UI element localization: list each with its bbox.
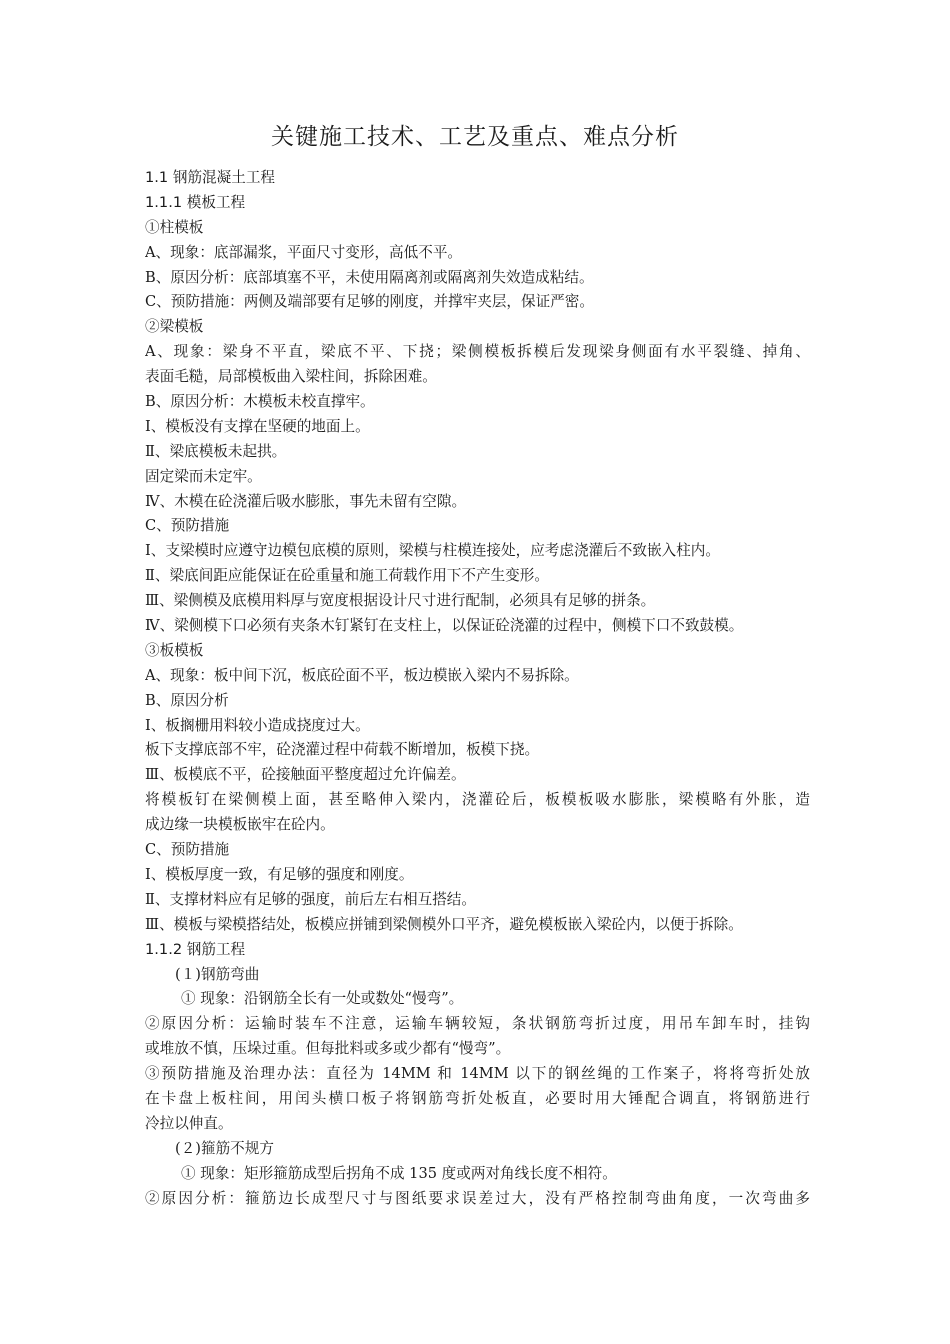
paragraph-line: Ⅰ、支梁模时应遵守边模包底模的原则，梁模与柱模连接处，应考虑浇灌后不致嵌入柱内。 (145, 542, 720, 560)
paragraph-line: ③预防措施及治理办法：直径为 14MM 和 14MM 以下的钢丝绳的工作案子，将将弯折处放 (145, 1065, 810, 1083)
paragraph-line: B、原因分析 (145, 691, 229, 709)
paragraph-line: C、预防措施：两侧及端部要有足够的刚度，并撑牢夹层，保证严密。 (145, 293, 594, 311)
paragraph-line: ②原因分析：箍筋边长成型尺寸与图纸要求误差过大，没有严格控制弯曲角度，一次弯曲多 (145, 1189, 810, 1207)
paragraph-line: Ⅰ、模板没有支撑在坚硬的地面上。 (145, 417, 370, 435)
document-title: 关键施工技术、工艺及重点、难点分析 (271, 124, 679, 150)
paragraph-line: Ⅲ、板模底不平，砼接触面平整度超过允许偏差。 (145, 766, 466, 784)
paragraph-line: ① 现象：矩形箍筋成型后拐角不成 135 度或两对角线长度不相符。 (181, 1164, 617, 1182)
paragraph-line: Ⅱ、梁底模板未起拱。 (145, 442, 287, 460)
section-heading: 1.1 钢筋混凝土工程 (145, 169, 276, 186)
paragraph-line: ① 现象：沿钢筋全长有一处或数处“慢弯”。 (181, 990, 464, 1008)
paragraph-line: B、原因分析：木模板未校直撑牢。 (145, 393, 375, 411)
paragraph-line: Ⅳ、梁侧模下口必须有夹条木钉紧钉在支柱上，以保证砼浇灌的过程中，侧模下口不致鼓模。 (145, 617, 744, 635)
item-heading: ①柱模板 (145, 218, 204, 236)
paragraph-line: A、现象：梁身不平直，梁底不平、下挠；梁侧模板拆模后发现梁身侧面有水平裂缝、掉角、 (145, 343, 810, 361)
paragraph-line: B、原因分析：底部填塞不平，未使用隔离剂或隔离剂失效造成粘结。 (145, 268, 594, 286)
paragraph-line: Ⅱ、支撑材料应有足够的强度，前后左右相互搭结。 (145, 890, 476, 908)
item-heading: (２)箍筋不规方 (175, 1139, 274, 1157)
paragraph-line: 冷拉以伸直。 (145, 1114, 233, 1132)
paragraph-line: 固定梁而未定牢。 (145, 467, 262, 485)
paragraph-line: Ⅳ、木模在砼浇灌后吸水膨胀，事先未留有空隙。 (145, 492, 467, 510)
paragraph-line: Ⅰ、模板厚度一致，有足够的强度和刚度。 (145, 865, 414, 883)
paragraph-line: 板下支撑底部不牢，砼浇灌过程中荷载不断增加，板模下挠。 (145, 741, 540, 759)
paragraph-line: Ⅰ、板搁栅用料较小造成挠度过大。 (145, 716, 370, 734)
paragraph-line: 在卡盘上板柱间，用闰头横口板子将钢筋弯折处板直，必要时用大锤配合调直，将钢筋进行 (145, 1089, 810, 1107)
paragraph-line: Ⅲ、梁侧模及底模用料厚与宽度根据设计尺寸进行配制，必须具有足够的拼条。 (145, 592, 656, 610)
paragraph-line: Ⅲ、模板与梁模搭结处，板模应拼铺到梁侧模外口平齐，避免模板嵌入梁砼内，以便于拆除。 (145, 915, 743, 933)
paragraph-line: A、现象：底部漏浆，平面尺寸变形，高低不平。 (145, 243, 463, 261)
paragraph-line: C、预防措施 (145, 841, 230, 859)
item-heading: ②梁模板 (145, 318, 204, 336)
item-heading: ③板模板 (145, 641, 204, 659)
paragraph-line: A、现象：板中间下沉，板底砼面不平，板边模嵌入梁内不易拆除。 (145, 666, 579, 684)
paragraph-line: 将模板钉在梁侧模上面，甚至略伸入梁内，浇灌砼后，板模板吸水膨胀，梁模略有外胀，造 (145, 791, 810, 809)
paragraph-line: ②原因分析：运输时装车不注意，运输车辆较短，条状钢筋弯折过度，用吊车卸车时，挂钩 (145, 1015, 810, 1033)
subsection-heading: 1.1.1 模板工程 (145, 193, 246, 211)
item-heading: (１)钢筋弯曲 (175, 965, 260, 983)
paragraph-line: 或堆放不慎，压垛过重。但每批料或多或少都有“慢弯”。 (145, 1040, 511, 1058)
paragraph-line: Ⅱ、梁底间距应能保证在砼重量和施工荷载作用下不产生变形。 (145, 567, 549, 585)
paragraph-line: 成边缘一块模板嵌牢在砼内。 (145, 816, 335, 834)
paragraph-line: 表面毛糙，局部模板曲入梁柱间，拆除困难。 (145, 368, 437, 386)
paragraph-line: C、预防措施 (145, 517, 230, 535)
subsection-heading: 1.1.2 钢筋工程 (145, 940, 246, 958)
document-body (145, 166, 810, 1211)
